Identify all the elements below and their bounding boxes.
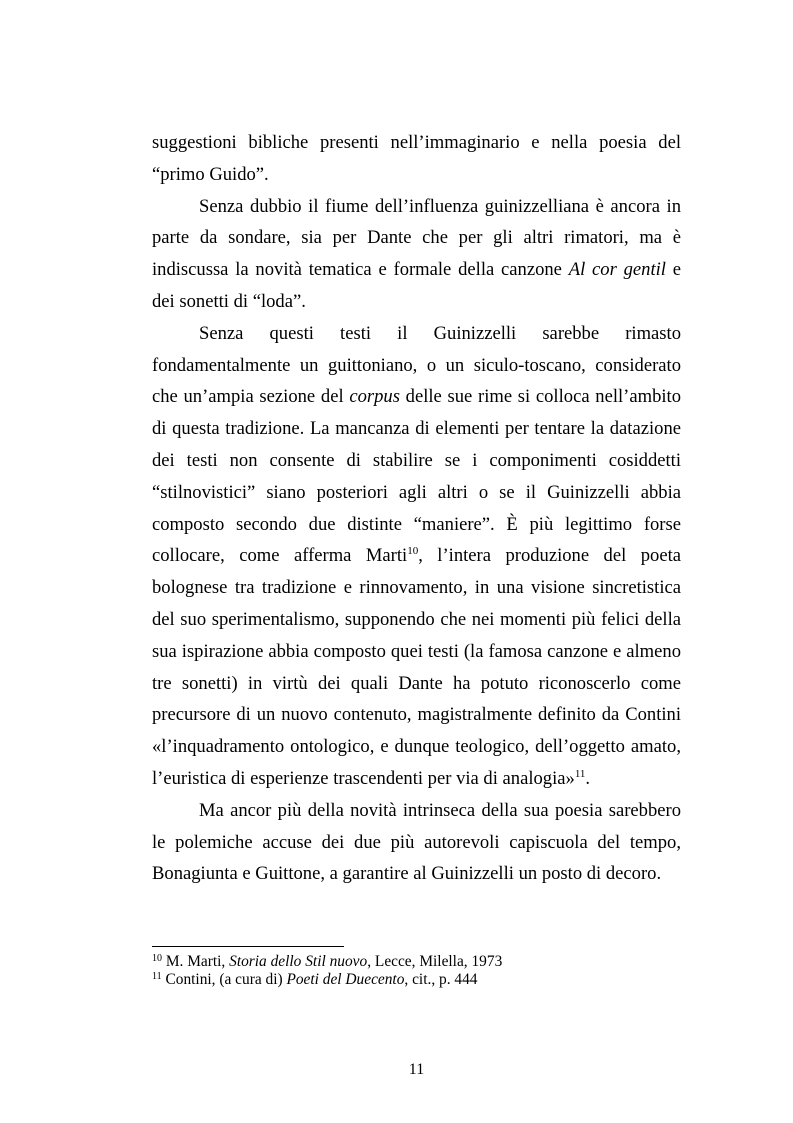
footnote-text: M. Marti, [162, 953, 230, 970]
paragraph-text: e dei sonetti di “loda”. [152, 259, 681, 312]
footnote-ref-10[interactable]: 10 [407, 545, 419, 558]
footnote-text: , Lecce, Milella, 1973 [367, 953, 503, 970]
page-number: 11 [408, 1061, 425, 1078]
footnote-number: 11 [152, 971, 162, 982]
footnote-text: , cit., p. 444 [404, 971, 478, 988]
footnote-divider [152, 946, 344, 947]
paragraph-4 [152, 795, 681, 890]
paragraph-text: , l’intera produzione del poeta bolognese tra tradizione e rinnovamento, in una visione sincretistica del suo sperimentalismo, supponendo che nei momenti più felici della sua ispirazione abbia composto quei testi (la famosa canzone e almeno tre sonetti) in virtù dei quali Dante ha potuto riconoscerlo come precursore di un nuovo contenuto, magistralmente definito da Contini «l’inquadramento ontologico, e dunque teologico, dell’oggetto amato, l’euristica di esperienze trascendenti per via di analogia» [152, 545, 681, 789]
paragraph-3 [152, 318, 681, 795]
paragraph-text: suggestioni bibliche presenti nell’immaginario e nella poesia del “primo Guido”. [152, 132, 681, 185]
footnote-title-italic: Storia dello Stil nuovo [229, 953, 368, 970]
paragraph-text: Senza dubbio il fiume dell’influenza guinizzelliana è ancora in parte da sondare, sia per Dante che per gli altri rimatori, ma è indiscussa la novità tematica e formale della canzone [152, 195, 681, 281]
footnote-title-italic: Poeti del Duecento [286, 971, 405, 988]
footnote-10 [152, 953, 681, 971]
footnote-11 [152, 971, 681, 989]
footnotes [152, 953, 681, 989]
paragraph-1 [152, 127, 681, 191]
footnote-number: 10 [152, 953, 162, 964]
paragraph-2 [152, 191, 681, 318]
term-italic: corpus [349, 386, 400, 408]
paragraph-text: Senza questi testi il Guinizzelli sarebbe rimasto fondamentalmente un guittoniano, o un siculo-toscano, considerato che un’ampia sezione del [152, 322, 681, 408]
paragraph-text: . [585, 767, 591, 789]
footnote-text: Contini, (a cura di) [161, 971, 287, 988]
work-title-italic: Al cor gentil [568, 259, 666, 281]
footnote-ref-11[interactable]: 11 [574, 767, 586, 780]
paragraph-text: delle sue rime si colloca nell’ambito di questa tradizione. La mancanza di elementi per tentare la datazione dei testi non consente di stabilire se i componimenti cosiddetti “stilnovistici” siano posteriori agli altri o se il Guinizzelli abbia composto secondo due distinte “maniere”. È più legittimo forse collocare, come afferma Marti [152, 386, 681, 567]
body-text [152, 127, 681, 890]
paragraph-text: Ma ancor più della novità intrinseca della sua poesia sarebbero le polemiche accuse dei due più autorevoli capiscuola del tempo, Bonagiunta e Guittone, a garantire al Guinizzelli un posto di decoro. [152, 799, 681, 885]
